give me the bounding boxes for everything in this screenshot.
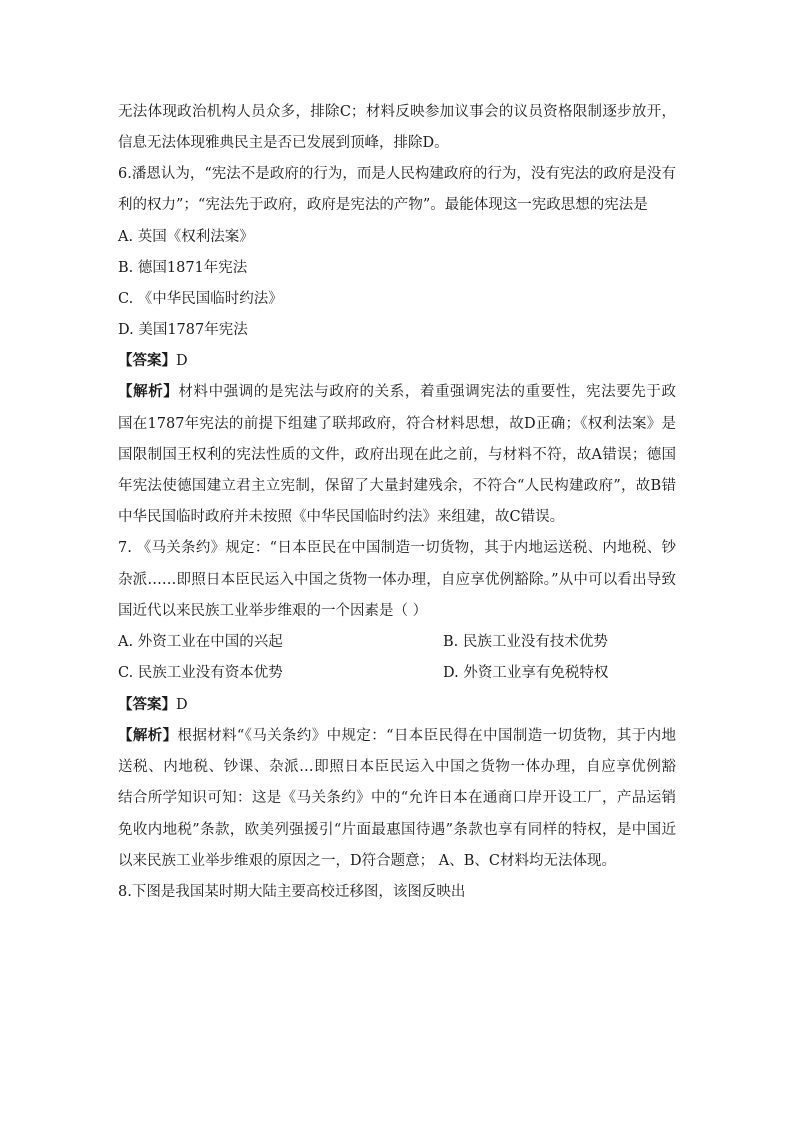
q7-option-d: D. 外资工业享有免税特权 [443, 665, 609, 681]
q6-answer-label: 【答案】 [118, 352, 176, 369]
q6-analysis-line-1 [118, 382, 676, 402]
q7-answer [118, 695, 188, 715]
q7-answer-label: 【答案】 [118, 696, 176, 713]
q6-analysis-line-4: 年宪法使德国建立君主立宪制，保留了大量封建残余，不符合“人民构建政府”，故B错 [118, 478, 676, 494]
q6-option-a: A. 英国《权利法案》 [118, 229, 254, 245]
q6-analysis-label: 【解析】 [118, 383, 179, 400]
q6-option-c: C. 《中华民国临时约法》 [118, 291, 283, 307]
q7-analysis-line-2: 送税、内地税、钞课、杂派…即照日本臣民运入中国之货物一体办理，自应享优例豁 [118, 759, 676, 775]
q7-stem-line-2: 杂派……即照日本臣民运入中国之货物一体办理，自应享优例豁除。”从中可以看出导致 [118, 572, 676, 588]
q7-option-a: A. 外资工业在中国的兴起 [118, 634, 283, 650]
prev-explanation-line-1: 无法体现政治机构人员众多，排除C；材料反映参加议事会的议员资格限制逐步放开， [118, 104, 676, 120]
q7-answer-value: D [176, 697, 188, 713]
prev-explanation-line-2: 信息无法体现雅典民主是否已发展到顶峰，排除D。 [118, 135, 449, 151]
q7-option-b: B. 民族工业没有技术优势 [443, 634, 608, 650]
q6-analysis-line-5: 中华民国临时政府并未按照《中华民国临时约法》来组建，故C错误。 [118, 509, 565, 525]
q7-analysis-line-1 [118, 726, 676, 746]
q7-analysis-line-3: 结合所学知识可知：这是《马关条约》中的“允许日本在通商口岸开设工厂，产品运销 [118, 790, 676, 806]
q6-answer-value: D [176, 353, 188, 369]
q6-stem-line-2: 利的权力”；“宪法先于政府，政府是宪法的产物”。最能体现这一宪政思想的宪法是 [118, 197, 648, 213]
q7-option-c: C. 民族工业没有资本优势 [118, 665, 283, 681]
q6-option-b: B. 德国1871年宪法 [118, 260, 248, 276]
q7-analysis-line-5: 以来民族工业举步维艰的原因之一，D符合题意； A、B、C材料均无法体现。 [118, 853, 616, 869]
q8-stem-line-1: 8.下图是我国某时期大陆主要高校迁移图，该图反映出 [118, 884, 466, 900]
q6-analysis-text-1: 材料中强调的是宪法与政府的关系，着重强调宪法的重要性，宪法要先于政 [178, 384, 676, 400]
q7-analysis-label: 【解析】 [118, 727, 178, 744]
q7-analysis-text-1: 根据材料“《马关条约》中规定：“日本臣民得在中国制造一切货物，其于内地 [177, 728, 676, 744]
q6-answer [118, 351, 188, 371]
q6-option-d: D. 美国1787年宪法 [118, 322, 248, 338]
q7-stem-line-3: 国近代以来民族工业举步维艰的一个因素是（ ） [118, 603, 428, 619]
q6-analysis-line-3: 国限制国王权利的宪法性质的文件，政府出现在此之前，与材料不符，故A错误；德国 [118, 447, 676, 463]
q6-analysis-line-2: 国在1787年宪法的前提下组建了联邦政府，符合材料思想，故D正确；《权利法案》是 [118, 416, 676, 432]
q6-stem-line-1: 6.潘恩认为，“宪法不是政府的行为，而是人民构建政府的行为，没有宪法的政府是没有 [118, 166, 676, 182]
q7-stem-line-1: 7. 《马关条约》规定：“日本臣民在中国制造一切货物，其于内地运送税、内地税、钞 [118, 540, 676, 556]
q7-analysis-line-4: 免收内地税”条款，欧美列强援引“片面最惠国待遇”条款也享有同样的特权，是中国近 [118, 822, 676, 838]
